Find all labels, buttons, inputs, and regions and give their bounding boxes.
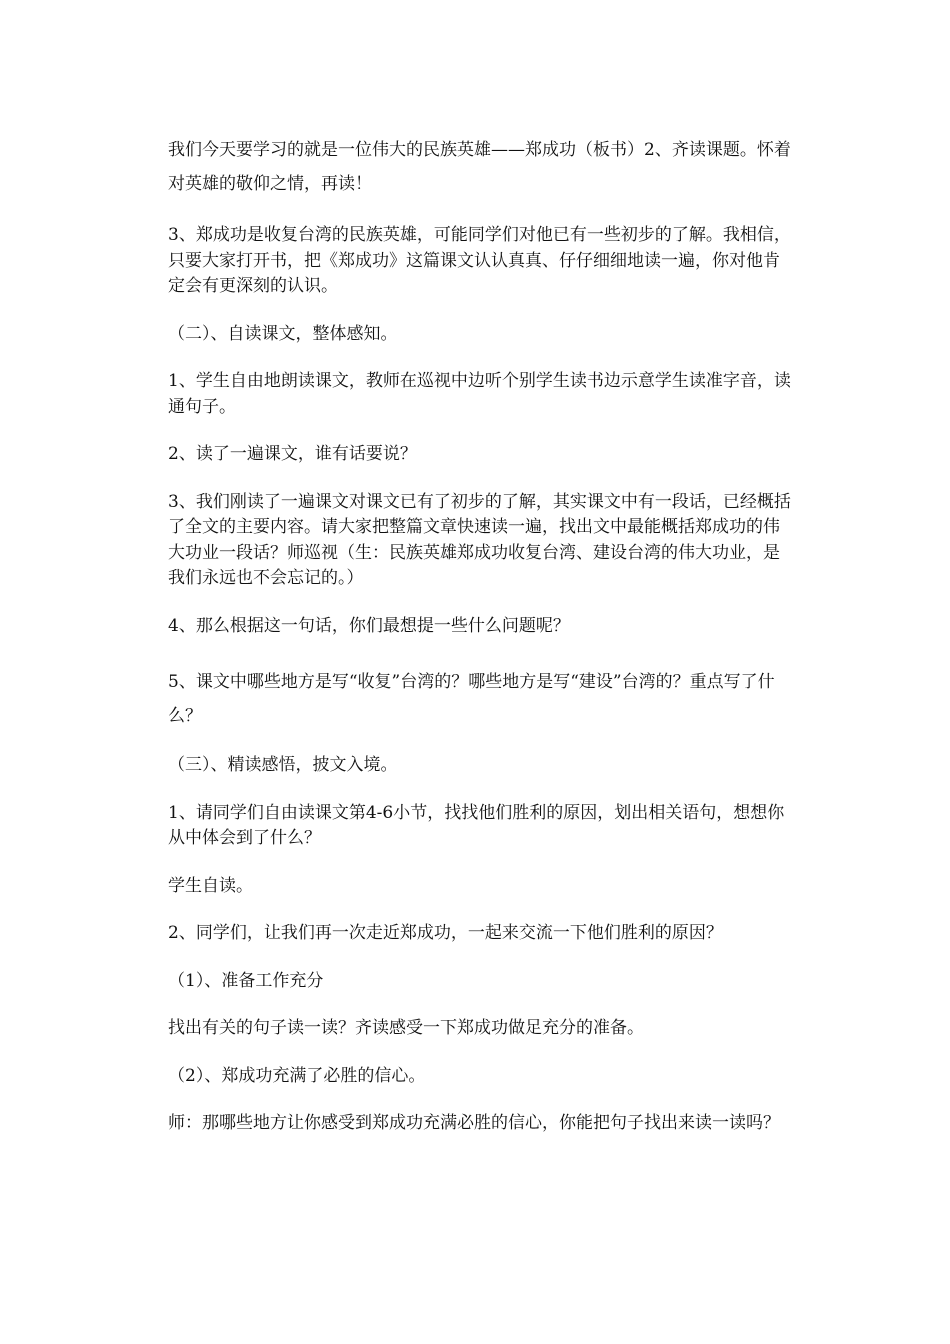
paragraph-intro: 我们今天要学习的就是一位伟大的民族英雄——郑成功（板书）2、齐读课题。怀着对英雄的敬仰之情，再读！ — [168, 140, 791, 194]
document-body — [168, 133, 793, 1137]
section-heading-2: （二）、自读课文，整体感知。 — [168, 323, 398, 344]
paragraph-exchange: 2、同学们，让我们再一次走近郑成功，一起来交流一下他们胜利的原因？ — [168, 923, 723, 943]
paragraph-summary-sentence: 3、我们刚读了一遍课文对课文已有了初步的了解，其实课文中有一段话，已经概括了全文的主要内容。请大家把整篇文章快速读一遍，找出文中最能概括郑成功的伟大功业一段话？师巡视（生：民族英雄郑成功收复台湾、建设台湾的伟大功业，是我们永远也不会忘记的。） — [168, 491, 791, 588]
subheading-preparation: （1）、准备工作充分 — [168, 970, 324, 991]
paragraph-3-introduction: 3、郑成功是收复台湾的民族英雄，可能同学们对他已有一些初步的了解。我相信，只要大家打开书，把《郑成功》这篇课文认认真真、仔仔细细地读一遍，你对他肯定会有更深刻的认识。 — [168, 225, 791, 296]
paragraph-read-aloud: 1、学生自由地朗读课文，教师在巡视中边听个别学生读书边示意学生读准字音，读通句子。 — [168, 371, 791, 417]
paragraph-read-sections: 1、请同学们自由读课文第4-6小节，找找他们胜利的原因，划出相关语句，想想你从中体会到了什么？ — [168, 802, 785, 848]
paragraph-after-reading: 2、读了一遍课文，谁有话要说？ — [168, 444, 417, 464]
subheading-confidence: （2）、郑成功充满了必胜的信心。 — [168, 1065, 426, 1086]
paragraph-self-reading: 学生自读。 — [168, 875, 253, 896]
paragraph-find-sentences: 找出有关的句子读一读？齐读感受一下郑成功做足充分的准备。 — [168, 1018, 644, 1038]
paragraph-teacher-question: 师：那哪些地方让你感受到郑成功充满必胜的信心，你能把句子找出来读一读吗？ — [168, 1113, 780, 1133]
paragraph-recover-build: 5、课文中哪些地方是写“收复”台湾的？哪些地方是写“建设”台湾的？重点写了什么？ — [168, 672, 775, 726]
paragraph-questions: 4、那么根据这一句话，你们最想提一些什么问题呢？ — [168, 615, 570, 636]
section-heading-3: （三）、精读感悟，披文入境。 — [168, 755, 398, 775]
